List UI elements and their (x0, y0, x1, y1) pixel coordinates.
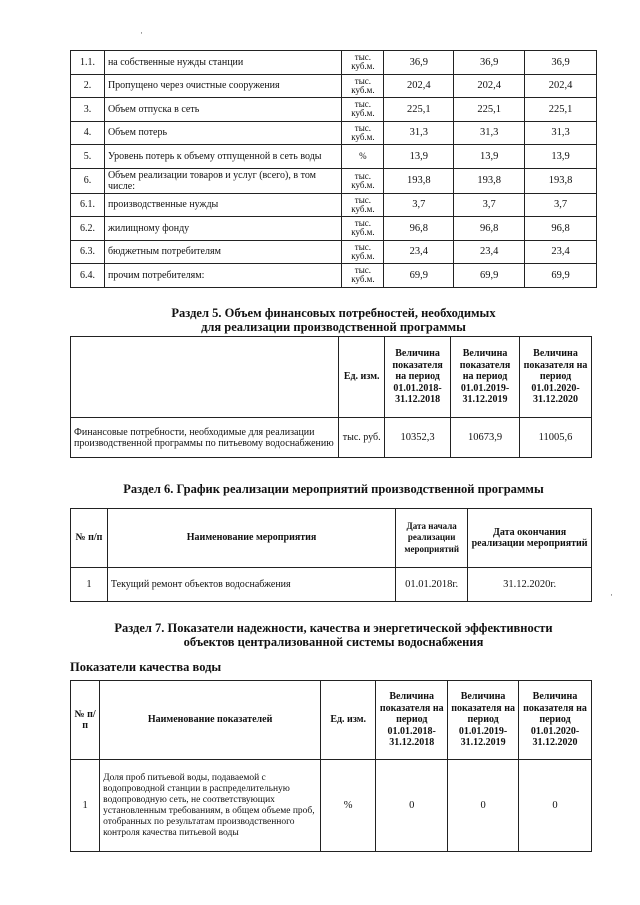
row-name: жилищному фонду (104, 217, 341, 241)
table-row (71, 121, 597, 145)
finance-value-2020: 11005,6 (520, 418, 592, 458)
row-value-2018: 31,3 (384, 121, 454, 145)
finance-table (70, 336, 592, 458)
row-value-2020: 31,3 (525, 121, 597, 145)
quality-table (70, 680, 592, 852)
table-row (71, 240, 597, 264)
table-row (71, 217, 597, 241)
row-value-2019: 31,3 (454, 121, 525, 145)
table-row (71, 74, 597, 98)
volume-table (70, 50, 597, 288)
row-unit: тыс. куб.м. (342, 240, 384, 264)
row-value-2019: 36,9 (454, 51, 525, 75)
schedule-header-end: Дата окончания реализации мероприятий (468, 509, 592, 568)
row-num: 6.3. (71, 240, 105, 264)
finance-value-2018: 10352,3 (385, 418, 451, 458)
row-num: 1.1. (71, 51, 105, 75)
row-value-2019: 96,8 (454, 217, 525, 241)
row-value-2020: 193,8 (525, 168, 597, 193)
row-unit: тыс. куб.м. (342, 74, 384, 98)
row-num: 5. (71, 145, 105, 169)
finance-header-period-2018: Величина показателя на период 01.01.2018-31.12.2018 (385, 337, 451, 418)
finance-row-name: Финансовые потребности, необходимые для реализации производственной программы по питьевому водоснабжению (71, 418, 339, 458)
schedule-row-name: Текущий ремонт объектов водоснабжения (107, 568, 395, 602)
quality-row (71, 760, 592, 852)
section7-heading (70, 621, 597, 649)
row-unit: тыс. куб.м. (342, 264, 384, 288)
row-value-2020: 36,9 (525, 51, 597, 75)
finance-header-empty (71, 337, 339, 418)
section7-subtitle: Показатели качества воды (70, 660, 222, 674)
row-value-2018: 96,8 (384, 217, 454, 241)
row-value-2018: 23,4 (384, 240, 454, 264)
table-row (71, 193, 597, 217)
row-num: 6.2. (71, 217, 105, 241)
quality-header-row (71, 681, 592, 760)
table-row (71, 264, 597, 288)
row-value-2019: 3,7 (454, 193, 525, 217)
row-name: Пропущено через очистные сооружения (104, 74, 341, 98)
row-unit: тыс. куб.м. (342, 217, 384, 241)
row-unit: тыс. куб.м. (342, 193, 384, 217)
section7-title-line2: объектов централизованной системы водоснабжения (183, 635, 484, 649)
row-value-2018: 225,1 (384, 98, 454, 122)
quality-value-2018: 0 (376, 760, 448, 852)
row-value-2020: 69,9 (525, 264, 597, 288)
row-unit: тыс. куб.м. (342, 51, 384, 75)
quality-header-period-2018: Величина показателя на период 01.01.2018-31.12.2018 (376, 681, 448, 760)
row-value-2019: 23,4 (454, 240, 525, 264)
row-value-2018: 13,9 (384, 145, 454, 169)
quality-value-2019: 0 (448, 760, 519, 852)
finance-row-unit: тыс. руб. (339, 418, 385, 458)
row-value-2020: 13,9 (525, 145, 597, 169)
row-num: 6. (71, 168, 105, 193)
row-num: 3. (71, 98, 105, 122)
row-name: прочим потребителям: (104, 264, 341, 288)
quality-value-2020: 0 (519, 760, 592, 852)
section5-title-line1: Раздел 5. Объем финансовых потребностей, необходимых (171, 306, 496, 320)
row-unit: тыс. куб.м. (342, 121, 384, 145)
row-value-2020: 225,1 (525, 98, 597, 122)
row-name: на собственные нужды станции (104, 51, 341, 75)
quality-row-name: Доля проб питьевой воды, подаваемой с водопроводной станции в распределительную водопроводную сеть, не соответствующих установленным требованиям, в общем объеме проб, отобранных по результатам производственного контроля качества питьевой воды (100, 760, 321, 852)
row-unit: % (342, 145, 384, 169)
finance-header-period-2020: Величина показателя на период 01.01.2020-31.12.2020 (520, 337, 592, 418)
table-row (71, 168, 597, 193)
row-value-2019: 202,4 (454, 74, 525, 98)
row-num: 2. (71, 74, 105, 98)
row-value-2019: 69,9 (454, 264, 525, 288)
finance-value-2019: 10673,9 (451, 418, 520, 458)
schedule-row-start: 01.01.2018г. (396, 568, 468, 602)
finance-row (71, 418, 592, 458)
row-num: 6.4. (71, 264, 105, 288)
row-unit: тыс. куб.м. (342, 98, 384, 122)
finance-header-row (71, 337, 592, 418)
quality-header-unit: Ед. изм. (321, 681, 376, 760)
row-name: Объем потерь (104, 121, 341, 145)
table-row (71, 51, 597, 75)
quality-header-period-2019: Величина показателя на период 01.01.2019-31.12.2019 (448, 681, 519, 760)
row-value-2018: 193,8 (384, 168, 454, 193)
row-value-2018: 202,4 (384, 74, 454, 98)
row-unit: тыс. куб.м. (342, 168, 384, 193)
row-value-2019: 193,8 (454, 168, 525, 193)
row-value-2018: 69,9 (384, 264, 454, 288)
schedule-table (70, 508, 592, 602)
section5-title-line2: для реализации производственной программы (201, 320, 466, 334)
row-value-2019: 225,1 (454, 98, 525, 122)
schedule-header-row (71, 509, 592, 568)
volume-table-body (71, 51, 597, 288)
schedule-header-start: Дата начала реализации мероприятий (396, 509, 468, 568)
section7-title-line1: Раздел 7. Показатели надежности, качества и энергетической эффективности (114, 621, 553, 635)
row-value-2020: 23,4 (525, 240, 597, 264)
row-value-2020: 202,4 (525, 74, 597, 98)
row-value-2018: 3,7 (384, 193, 454, 217)
table-row (71, 98, 597, 122)
row-value-2018: 36,9 (384, 51, 454, 75)
row-value-2020: 96,8 (525, 217, 597, 241)
schedule-header-name: Наименование мероприятия (107, 509, 395, 568)
schedule-row-num: 1 (71, 568, 108, 602)
schedule-header-num: № п/п (71, 509, 108, 568)
row-name: Объем реализации товаров и услуг (всего), в том числе: (104, 168, 341, 193)
quality-header-period-2020: Величина показателя на период 01.01.2020-31.12.2020 (519, 681, 592, 760)
schedule-row (71, 568, 592, 602)
scan-speck: · (610, 590, 613, 600)
section6-title: Раздел 6. График реализации мероприятий производственной программы (123, 482, 544, 496)
section5-heading (70, 306, 597, 334)
finance-header-period-2019: Величина показателя на период 01.01.2019-31.12.2019 (451, 337, 520, 418)
row-name: Уровень потерь к объему отпущенной в сеть воды (104, 145, 341, 169)
quality-row-num: 1 (71, 760, 100, 852)
row-value-2019: 13,9 (454, 145, 525, 169)
row-name: Объем отпуска в сеть (104, 98, 341, 122)
quality-header-num: № п/п (71, 681, 100, 760)
row-name: производственные нужды (104, 193, 341, 217)
row-num: 4. (71, 121, 105, 145)
schedule-row-end: 31.12.2020г. (468, 568, 592, 602)
scan-speck: · (140, 28, 143, 38)
row-value-2020: 3,7 (525, 193, 597, 217)
row-num: 6.1. (71, 193, 105, 217)
row-name: бюджетным потребителям (104, 240, 341, 264)
finance-header-unit: Ед. изм. (339, 337, 385, 418)
table-row (71, 145, 597, 169)
quality-header-name: Наименование показателей (100, 681, 321, 760)
quality-row-unit: % (321, 760, 376, 852)
